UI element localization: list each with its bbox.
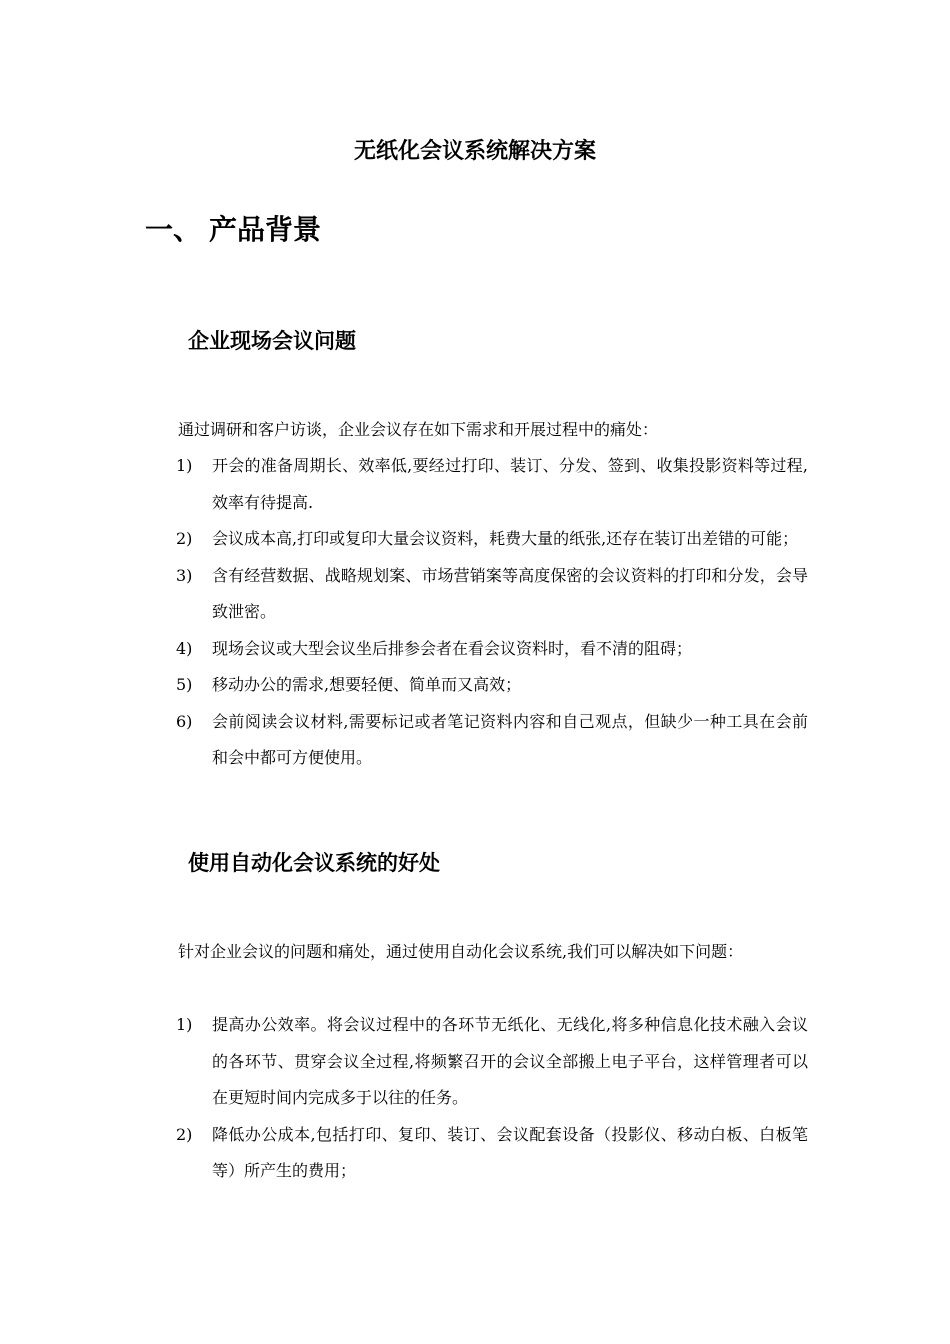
list-marker: 3) — [176, 565, 193, 585]
list-item-text: 移动办公的需求,想要轻便、简单而又高效； — [212, 675, 522, 694]
subsection-heading-benefits: 使用自动化会议系统的好处 — [188, 851, 440, 875]
list-marker: 6) — [176, 711, 193, 731]
subsection-heading-problems: 企业现场会议问题 — [188, 329, 356, 353]
list-item-text: 开会的准备周期长、效率低,要经过打印、装订、分发、签到、收集投影资料等过程,效率有待提高. — [212, 456, 808, 512]
section-number: 一、 — [145, 213, 202, 246]
document-title: 无纸化会议系统解决方案 — [353, 139, 596, 164]
list-item — [176, 1007, 808, 1117]
section-heading — [145, 210, 321, 250]
list-marker: 2) — [176, 529, 193, 548]
list-item-text: 会议成本高,打印或复印大量会议资料，耗费大量的纸张,还存在装订出差错的可能； — [212, 529, 799, 548]
benefits-intro: 针对企业会议的问题和痛处，通过使用自动化会议系统,我们可以解决如下问题： — [178, 942, 744, 961]
list-item-text: 现场会议或大型会议坐后排参会者在看会议资料时，看不清的阻碍； — [212, 638, 693, 658]
list-marker: 2) — [176, 1124, 193, 1144]
list-item — [176, 667, 808, 704]
benefits-list — [176, 1007, 808, 1190]
list-item-text: 提高办公效率。将会议过程中的各环节无纸化、无线化,将多种信息化技术融入会议的各环节、贯穿会议全过程,将频繁召开的会议全部搬上电子平台，这样管理者可以在更短时间内完成多于以往的任务。 — [212, 1015, 808, 1107]
list-marker: 4) — [176, 638, 193, 658]
list-item-text: 含有经营数据、战略规划案、市场营销案等高度保密的会议资料的打印和分发，会导致泄密。 — [212, 565, 808, 621]
section-heading-text: 产品背景 — [209, 213, 322, 246]
list-item-text: 降低办公成本,包括打印、复印、装订、会议配套设备（投影仪、移动白板、白板笔等）所产生的费用； — [212, 1124, 808, 1180]
list-item-text: 会前阅读会议材料,需要标记或者笔记资料内容和自己观点，但缺少一种工具在会前和会中都可方便使用。 — [212, 711, 808, 767]
list-marker: 1) — [176, 456, 193, 475]
list-item — [176, 521, 808, 558]
list-item — [176, 1117, 808, 1190]
problems-intro: 通过调研和客户访谈，企业会议存在如下需求和开展过程中的痛处： — [178, 420, 659, 439]
list-marker: 5) — [176, 675, 193, 694]
list-item — [176, 558, 808, 631]
problems-list — [176, 448, 808, 777]
list-item — [176, 448, 808, 521]
list-marker: 1) — [176, 1015, 193, 1034]
list-item — [176, 631, 808, 668]
list-item — [176, 704, 808, 777]
